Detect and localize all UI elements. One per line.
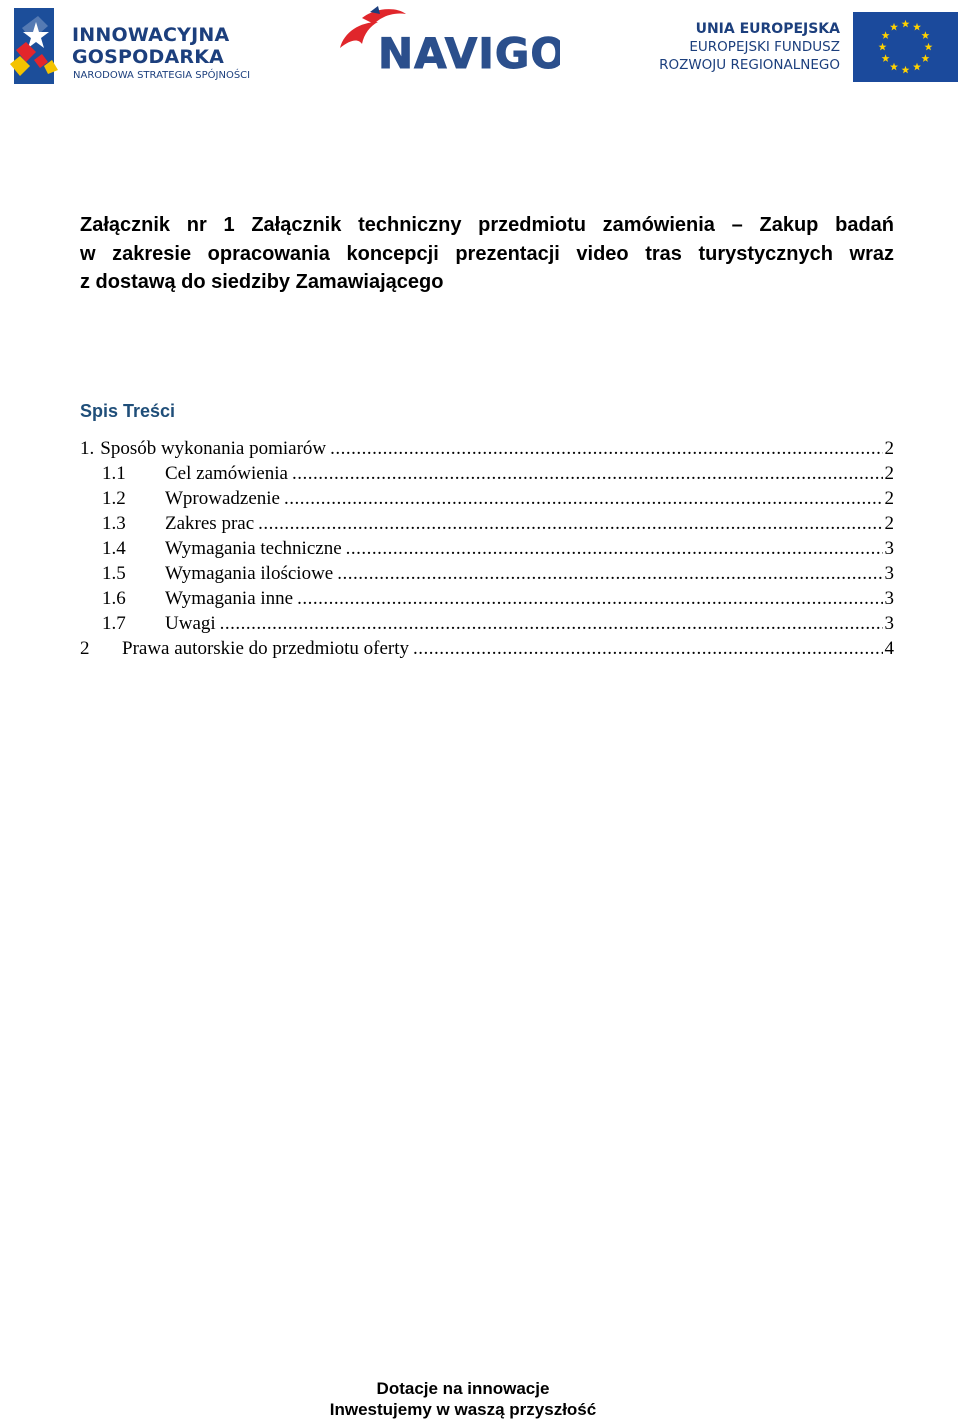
innowacyjna-gospodarka-logo — [8, 6, 251, 88]
toc-entry-label: Wymagania ilościowe — [165, 563, 334, 584]
toc-entry-number: 1.5 — [102, 563, 126, 584]
toc-dot-leader — [297, 586, 882, 611]
innowacyjna-gospodarka-mark-icon — [8, 6, 68, 86]
toc-entry-page: 2 — [884, 438, 894, 459]
toc-entry-page: 3 — [884, 613, 894, 634]
toc-entry-1-2[interactable] — [80, 486, 894, 511]
title-line-2: w zakresie opracowania koncepcji prezentacji video tras turystycznych wraz — [80, 242, 894, 265]
eu-logo-line3: ROZWOJU REGIONALNEGO — [659, 57, 840, 73]
toc-entry-number: 1.4 — [102, 538, 126, 559]
toc-entry-number: 1.7 — [102, 613, 126, 634]
toc-entry-page: 2 — [884, 463, 894, 484]
page-footer — [0, 1378, 926, 1420]
title-line-3: z dostawą do siedziby Zamawiającego — [80, 271, 444, 293]
toc-entry-label: Prawa autorskie do przedmiotu oferty — [122, 638, 410, 659]
eu-logo — [650, 12, 960, 86]
navigo-logo — [334, 4, 560, 76]
toc-dot-leader — [292, 461, 883, 486]
toc-dot-leader — [346, 536, 883, 561]
toc-dot-leader — [337, 561, 882, 586]
eu-logo-text — [659, 20, 840, 74]
toc-entry-label: Zakres prac — [165, 513, 255, 534]
logo-left-line3: NARODOWA STRATEGIA SPÓJNOŚCI — [73, 70, 251, 81]
toc-entry-1[interactable] — [80, 436, 894, 461]
toc-entry-number: 1.6 — [102, 588, 126, 609]
toc-entry-1-5[interactable] — [80, 561, 894, 586]
footer-line-2: Inwestujemy w waszą przyszłość — [329, 1400, 597, 1419]
toc-entry-1-1[interactable] — [80, 461, 894, 486]
toc-entry-label: Wymagania techniczne — [165, 538, 342, 559]
toc-entry-1-3[interactable] — [80, 511, 894, 536]
toc-entry-page: 3 — [884, 588, 894, 609]
navigo-wordmark: NAVIGO — [378, 29, 560, 76]
document-title — [80, 211, 894, 297]
toc-entry-number: 2 — [80, 638, 90, 659]
toc-entry-number: 1.3 — [102, 513, 126, 534]
toc-entry-number: 1.2 — [102, 488, 126, 509]
logo-left-line2: GOSPODARKA — [72, 46, 225, 68]
toc-entry-number: 1.1 — [102, 463, 126, 484]
toc-entry-1-4[interactable] — [80, 536, 894, 561]
toc-dot-leader — [413, 636, 882, 661]
toc-entry-label: Wymagania inne — [165, 588, 294, 609]
toc-dot-leader — [284, 486, 883, 511]
table-of-contents — [80, 436, 894, 661]
toc-entry-page: 4 — [884, 638, 894, 659]
toc-entry-1-6[interactable] — [80, 586, 894, 611]
toc-entry-label: Cel zamówienia — [165, 463, 288, 484]
toc-dot-leader — [258, 511, 882, 536]
toc-entry-1-7[interactable] — [80, 611, 894, 636]
toc-dot-leader — [330, 436, 882, 461]
footer-line-1: Dotacje na innowacje — [376, 1379, 550, 1398]
toc-entry-2[interactable] — [80, 636, 894, 661]
toc-dot-leader — [220, 611, 883, 636]
toc-entry-label: Uwagi — [165, 613, 216, 634]
eu-logo-line1: UNIA EUROPEJSKA — [695, 21, 840, 37]
toc-heading: Spis Treści — [80, 401, 176, 421]
toc-entry-label: Sposób wykonania pomiarów — [100, 438, 327, 459]
toc-entry-page: 2 — [884, 513, 894, 534]
logo-left-line1: INNOWACYJNA — [72, 24, 230, 46]
title-line-1: Załącznik nr 1 Załącznik techniczny przedmiotu zamówienia – Zakup badań — [80, 214, 894, 236]
toc-entry-label: Wprowadzenie — [165, 488, 280, 509]
toc-entry-page: 3 — [884, 563, 894, 584]
eu-flag-icon — [853, 12, 958, 82]
toc-entry-page: 3 — [884, 538, 894, 559]
eu-logo-line2: EUROPEJSKI FUNDUSZ — [689, 39, 840, 55]
toc-entry-page: 2 — [884, 488, 894, 509]
toc-entry-number: 1. — [80, 438, 95, 459]
